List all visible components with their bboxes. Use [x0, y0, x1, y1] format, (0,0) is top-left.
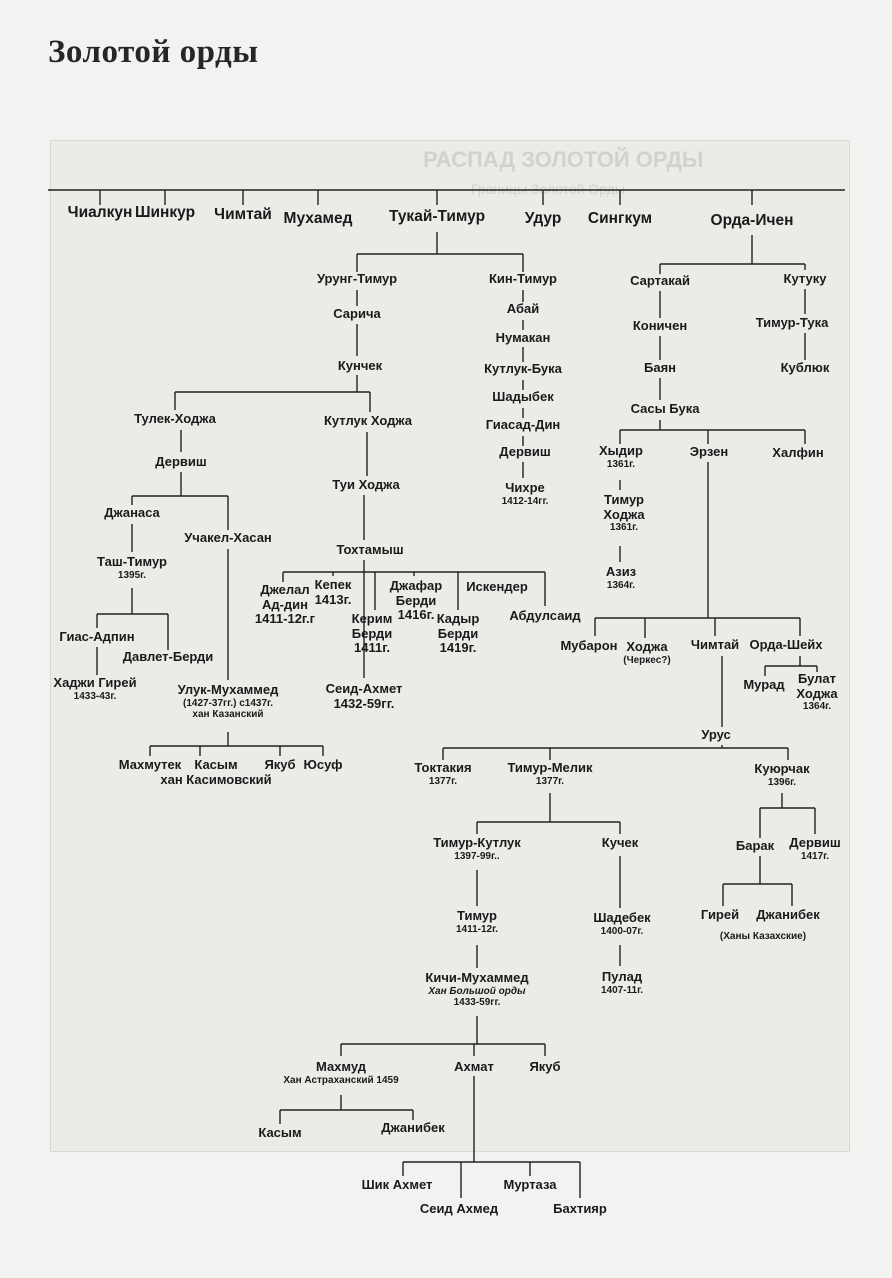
- person-timur-kutluk: [433, 836, 521, 862]
- person-hodzha: [623, 640, 670, 666]
- person-years: 1396г.: [767, 776, 797, 788]
- person-davlet-berdi: [123, 650, 214, 665]
- person-years: 1364г.: [606, 579, 636, 591]
- person-name: Тимур: [457, 908, 497, 923]
- person-name: Тукай-Тимур: [388, 208, 486, 225]
- person-name: Гирей: [700, 907, 740, 922]
- person-dervish: [789, 836, 840, 862]
- map-subtitle: Границы Золотой Орды: [471, 181, 625, 197]
- person-shadebek: [593, 911, 650, 937]
- person-years: 1433-43г.: [73, 690, 117, 702]
- person-tukai-timur: [389, 208, 485, 225]
- person-name: Искендер: [466, 579, 528, 594]
- person-name: Ходжа: [626, 639, 668, 654]
- person-name: Кин-Тимур: [489, 271, 557, 286]
- person-seid-ahmet: [326, 682, 403, 711]
- person-name: Хаджи Гирей: [53, 675, 137, 690]
- map-title: РАСПАД ЗОЛОТОЙ ОРДЫ: [423, 147, 704, 172]
- person-bayan: [644, 361, 676, 376]
- person-name: Куюрчак: [754, 761, 810, 776]
- person-name: Кунчек: [337, 358, 383, 373]
- person-halfin: [772, 446, 823, 461]
- page-title: Золотой орды: [48, 34, 259, 70]
- person-name: Тимур-Кутлук: [433, 835, 521, 850]
- person-iskender: [466, 580, 528, 595]
- person-murtaza: [504, 1178, 557, 1193]
- person-udur: [525, 210, 562, 227]
- person-years: 1416г.: [397, 607, 435, 623]
- person-murad: [743, 678, 784, 693]
- person-name: Мухамед: [283, 210, 353, 227]
- person-toktakiya: [414, 761, 471, 787]
- person-years: 1432-59гг.: [333, 695, 395, 711]
- person-name: Давлет-Берди: [122, 649, 214, 664]
- person-barak: [736, 839, 774, 854]
- person-dzhafar-berdi: [390, 579, 442, 623]
- person-name: Дервиш: [499, 444, 551, 459]
- person-numakan: [496, 331, 551, 346]
- person-years: (1427-37гг.) с1437г.: [182, 697, 273, 709]
- person-erzen: [690, 445, 728, 460]
- person-note: (Черкес?): [623, 654, 671, 666]
- person-singkum: [588, 210, 652, 227]
- person-dzhanibek: [381, 1121, 444, 1136]
- person-years: 1411-12г.: [455, 923, 499, 935]
- person-name: Кутлук Ходжа: [323, 413, 413, 428]
- person-name: Нумакан: [495, 330, 551, 345]
- person-name: Тимур-Мелик: [507, 760, 593, 775]
- person-name: Бахтияр: [553, 1201, 607, 1216]
- person-years: 1364г.: [802, 701, 832, 713]
- person-timur: [456, 909, 498, 935]
- person-dzhanibek: [756, 908, 819, 923]
- person-kerim-berdi: [352, 612, 393, 656]
- person-title: хан Касимовский: [160, 771, 272, 787]
- person-kasym: [160, 758, 271, 787]
- person-name: Дервиш: [155, 454, 207, 469]
- person-name-line2: Ходжа: [603, 506, 645, 522]
- person-mubaron: [560, 639, 617, 654]
- person-name: Сеид Ахмед: [419, 1201, 499, 1216]
- person-name: Чимтай: [214, 206, 272, 223]
- person-name: Махмуд: [315, 1059, 367, 1074]
- person-timur-tuka: [756, 316, 829, 331]
- person-saricha: [333, 307, 381, 322]
- person-dzhanasa: [104, 506, 160, 521]
- person-name: Шадыбек: [492, 389, 554, 404]
- person-kepek: [315, 578, 352, 607]
- person-shadybek: [492, 390, 553, 405]
- person-kuyurchak: [754, 762, 809, 788]
- person-name: Халфин: [772, 445, 824, 460]
- person-name: Джанибек: [756, 907, 820, 922]
- person-name: Туи Ходжа: [332, 477, 400, 492]
- person-name-line2: Берди: [437, 625, 479, 641]
- person-name: Кичи-Мухаммед: [425, 970, 529, 985]
- person-name: Чимтай: [690, 637, 740, 652]
- person-kadyr-berdi: [437, 612, 480, 656]
- person-yusuf: [303, 758, 342, 773]
- person-kuchek: [602, 836, 638, 851]
- person-tulek-hodzha: [134, 412, 216, 427]
- person-name: Муртаза: [503, 1177, 557, 1192]
- person-name: Учакел-Хасан: [184, 530, 272, 545]
- person-pulad: [601, 970, 643, 996]
- person-name: Кадыр: [436, 611, 480, 626]
- person-years: 1413г.: [314, 591, 352, 607]
- person-gias-adpin: [59, 630, 134, 645]
- person-name: Хыдир: [599, 443, 643, 458]
- person-muhamed: [284, 210, 353, 227]
- person-ahmat: [454, 1060, 494, 1075]
- person-dervish: [155, 455, 206, 470]
- person-name: Кублюк: [780, 360, 830, 375]
- person-urus: [701, 728, 731, 743]
- person-name: Сеид-Ахмет: [325, 681, 403, 696]
- person-name: Махмутек: [118, 757, 182, 772]
- person-name: Таш-Тимур: [97, 554, 167, 569]
- person-aziz: [606, 565, 636, 591]
- person-years: 1411-12г.г: [254, 611, 316, 627]
- person-konichen: [633, 319, 687, 334]
- person-name: Ахмат: [454, 1059, 494, 1074]
- person-name: Абдулсаид: [509, 608, 581, 623]
- person-abai: [507, 302, 539, 317]
- person-years: 1361г.: [606, 458, 636, 470]
- person-tohtamysh: [336, 543, 403, 558]
- person-name: Джанаса: [104, 505, 160, 520]
- person-name: Тохтамыш: [336, 542, 404, 557]
- person-kutluk-hodzha: [324, 414, 412, 429]
- person-years: 1411г.: [354, 640, 390, 656]
- person-dervish: [499, 445, 550, 460]
- person-years: 1361г.: [609, 522, 639, 534]
- group-note: (Ханы Казахские): [719, 931, 807, 942]
- person-name: Мурад: [743, 677, 785, 692]
- person-sartakai: [630, 274, 690, 289]
- person-name: Баян: [643, 360, 677, 375]
- person-timur-melik: [507, 761, 592, 787]
- person-name-line2: Берди: [395, 592, 437, 608]
- person-name: Дервиш: [789, 835, 841, 850]
- person-name: Шадебек: [593, 910, 651, 925]
- person-abdulsaid: [509, 609, 580, 624]
- person-title: Хан Большой орды: [428, 985, 526, 997]
- person-name: Касым: [194, 757, 238, 772]
- person-hadzhi-girei: [53, 676, 136, 702]
- person-name: Тимур: [604, 492, 644, 507]
- person-title: Хан Астраханский 1459: [283, 1074, 399, 1086]
- person-shik-ahmet: [362, 1178, 433, 1193]
- person-bulat-hodzha: [796, 672, 837, 712]
- person-name: Кутлук-Бука: [484, 361, 562, 376]
- person-years: 1412-14гг.: [501, 495, 549, 507]
- person-name: Гиасад-Дин: [485, 417, 561, 432]
- person-kichi-muhammed: [425, 971, 528, 1008]
- person-tui-hodzha: [332, 478, 399, 493]
- person-bahtiyar: [553, 1202, 607, 1217]
- person-shinkur: [135, 204, 195, 221]
- person-kublyuk: [781, 361, 830, 376]
- person-girei: [701, 908, 739, 923]
- person-giasad-din: [486, 418, 561, 433]
- person-name: Якуб: [529, 1059, 561, 1074]
- person-name: Шик Ахмет: [361, 1177, 433, 1192]
- person-chihre: [502, 481, 549, 507]
- person-name-line2: Ходжа: [796, 685, 838, 701]
- person-name-line2: Берди: [351, 625, 393, 641]
- person-years: 1417г.: [800, 850, 830, 862]
- person-orda-ichen: [711, 212, 794, 229]
- person-kutuku: [784, 272, 827, 287]
- person-name: Кучек: [601, 835, 639, 850]
- person-name: Шинкур: [134, 204, 196, 221]
- person-name: Керим: [351, 611, 393, 626]
- person-timur-hodzha: [603, 493, 644, 533]
- person-mahmud: [283, 1060, 398, 1086]
- person-uchakel-hasan: [184, 531, 272, 546]
- person-kutluk-buka: [484, 362, 562, 377]
- person-name: Джелал: [260, 582, 310, 597]
- person-name: Джафар: [389, 578, 443, 593]
- person-name: Касым: [258, 1125, 302, 1140]
- person-name: Эрзен: [689, 444, 729, 459]
- person-name: Абай: [506, 301, 540, 316]
- person-years: 1419г.: [439, 640, 477, 656]
- person-name: Орда-Шейх: [749, 637, 823, 652]
- person-kasym: [258, 1126, 301, 1141]
- person-name: Урус: [701, 727, 731, 742]
- person-hydyr: [599, 444, 643, 470]
- person-name: Джанибек: [381, 1120, 445, 1135]
- person-name: Коничен: [632, 318, 688, 333]
- person-name: Удур: [524, 210, 562, 227]
- person-kunchek: [338, 359, 382, 374]
- person-name: Орда-Ичен: [710, 212, 794, 229]
- person-name: Чиалкун: [67, 204, 133, 221]
- person-seid-ahmed: [420, 1202, 498, 1217]
- person-title: хан Казанский: [192, 708, 264, 720]
- person-years: 1407-11г.: [600, 984, 644, 996]
- person-name: Сасы Бука: [630, 401, 700, 416]
- person-name: Тулек-Ходжа: [134, 411, 216, 426]
- person-name: Сингкум: [587, 210, 653, 227]
- person-years: 1433-59гг.: [453, 996, 501, 1008]
- person-yakub: [264, 758, 295, 773]
- person-name: Юсуф: [303, 757, 343, 772]
- person-dzhelal-ad-din: [255, 583, 315, 627]
- person-chialkun: [68, 204, 133, 221]
- person-name-line2: Ад-дин: [261, 596, 309, 612]
- person-name: Булат: [797, 671, 837, 686]
- person-sasy-buka: [631, 402, 700, 417]
- person-name: Пулад: [601, 969, 643, 984]
- person-name: Сарича: [333, 306, 381, 321]
- person-name: Азиз: [605, 564, 637, 579]
- person-chimtai: [214, 206, 272, 223]
- person-name: Урунг-Тимур: [316, 271, 398, 286]
- person-years: 1377г.: [428, 775, 458, 787]
- person-years: 1395г.: [117, 569, 147, 581]
- person-tash-timur: [97, 555, 167, 581]
- person-name: Тимур-Тука: [755, 315, 829, 330]
- person-name: Улук-Мухаммед: [177, 682, 279, 697]
- person-years: 1397-99г..: [454, 850, 500, 862]
- person-name: Чихре: [505, 480, 545, 495]
- person-kin-timur: [489, 272, 557, 287]
- person-name: Гиас-Адпин: [59, 629, 135, 644]
- person-yakub: [529, 1060, 560, 1075]
- person-name: Сартакай: [630, 273, 690, 288]
- person-name: Кутуку: [783, 271, 827, 286]
- person-urung-timur: [317, 272, 397, 287]
- person-name: Мубарон: [560, 638, 618, 653]
- person-orda-sheih: [749, 638, 822, 653]
- person-chimtai: [691, 638, 739, 653]
- person-years: 1400-07г.: [600, 925, 644, 937]
- group-note-kazakh-khans: [720, 931, 806, 942]
- person-name: Токтакия: [414, 760, 472, 775]
- person-name: Якуб: [264, 757, 296, 772]
- person-name: Барак: [735, 838, 775, 853]
- person-name: Кепек: [314, 577, 352, 592]
- person-uluk-muhammed: [178, 683, 279, 720]
- person-years: 1377г.: [535, 775, 565, 787]
